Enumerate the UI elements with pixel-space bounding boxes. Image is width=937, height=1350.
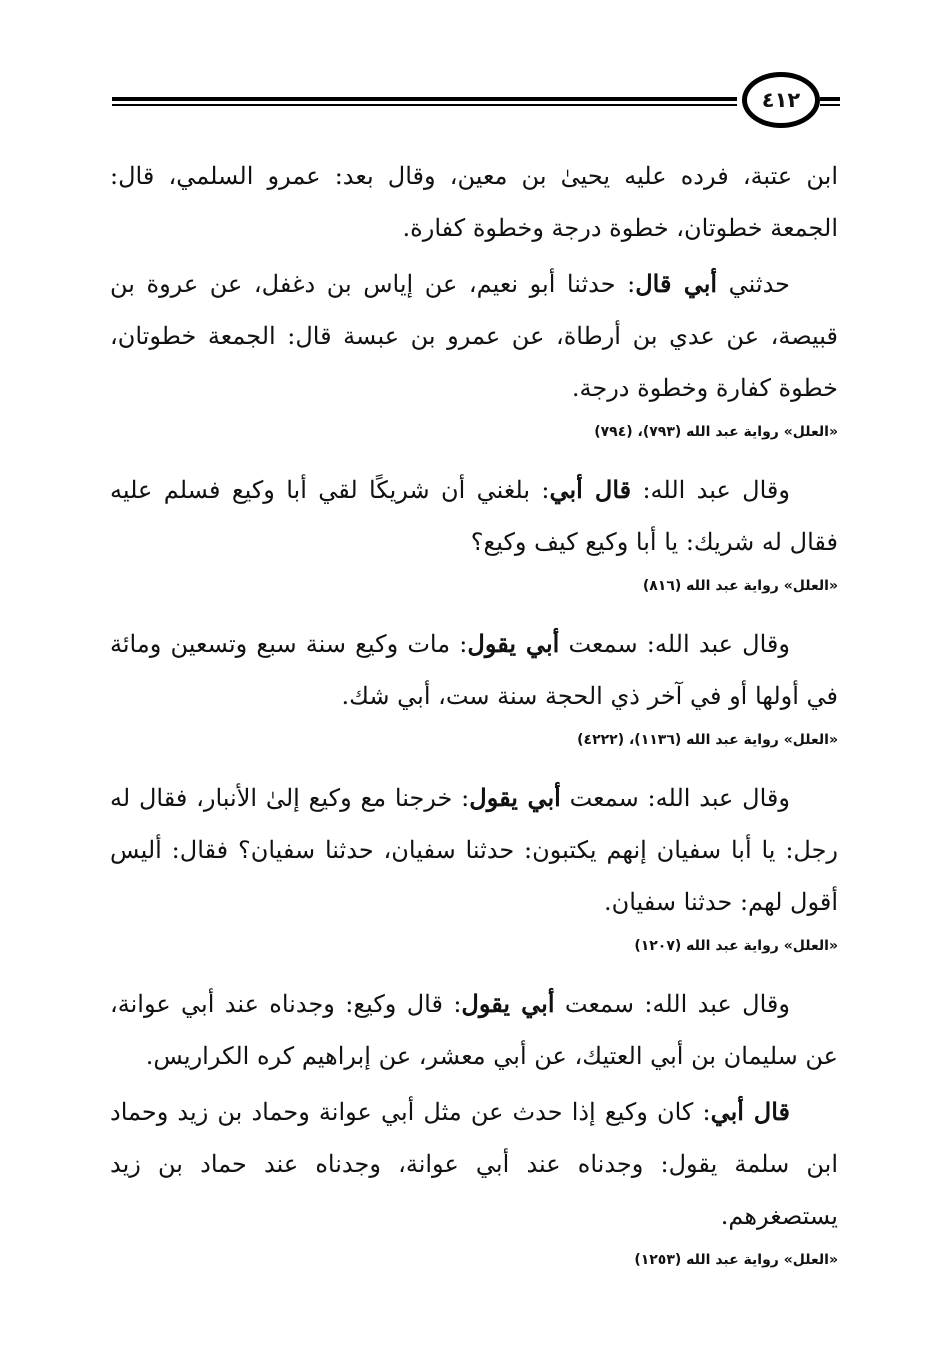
text-run: : خرجنا مع وكيع إلىٰ الأنبار، فقال له رجل: يا أبا سفيان إنهم يكتبون: حدثنا سفيان، حدثنا سفيان؟ فقال: أليس أقول لهم: حدثنا سفيان. <box>110 784 839 916</box>
paragraph <box>110 464 838 568</box>
text-run: وقال عبد الله: سمعت <box>554 990 790 1018</box>
paragraph <box>110 150 838 254</box>
source-reference: «العلل» رواية عبد الله (٧٩٣)، (٧٩٤) <box>594 424 838 440</box>
page-body-text <box>110 150 838 1292</box>
page-number-oval <box>742 72 820 128</box>
header-rule-tail-thick <box>820 97 840 101</box>
bold-phrase: أبي يقول <box>461 989 555 1018</box>
header-rule-tail-thin <box>820 104 840 106</box>
paragraph <box>110 1086 838 1242</box>
bold-phrase: أبي يقول <box>469 783 561 812</box>
text-run: : مات وكيع سنة سبع وتسعين ومائة في أولها أو في آخر ذي الحجة سنة ست، أبي شك. <box>110 630 838 710</box>
header-rule-thick <box>112 97 737 101</box>
paragraph <box>110 772 838 928</box>
text-run: : كان وكيع إذا حدث عن مثل أبي عوانة وحماد بن زيد وحماد ابن سلمة يقول: وجدناه عند أبي عوانة، وجدناه عند حماد بن زيد يستصغرهم. <box>110 1098 838 1230</box>
text-run: وقال عبد الله: <box>631 476 790 504</box>
paragraph <box>110 978 838 1082</box>
text-run: وقال عبد الله: سمعت <box>559 630 790 658</box>
page-number: ٤١٢ <box>761 88 801 112</box>
paragraph <box>110 258 838 414</box>
text-run: : قال وكيع: وجدناه عند أبي عوانة، عن سليمان بن أبي العتيك، عن أبي معشر، عن إبراهيم كره الكراريس. <box>110 990 838 1070</box>
text-run: : حدثنا أبو نعيم، عن إياس بن دغفل، عن عروة بن قبيصة، عن عدي بن أرطاة، عن عمرو بن عبسة قال: الجمعة خطوتان، خطوة كفارة وخطوة درجة. <box>110 270 838 402</box>
bold-phrase: قال أبي <box>710 1097 790 1126</box>
paragraph <box>110 618 838 722</box>
source-reference: «العلل» رواية عبد الله (١٢٥٣) <box>634 1252 838 1268</box>
source-reference: «العلل» رواية عبد الله (٨١٦) <box>642 578 838 594</box>
text-run: ابن عتبة، فرده عليه يحيىٰ بن معين، وقال بعد: عمرو السلمي، قال: الجمعة خطوتان، خطوة درجة وخطوة كفارة. <box>110 162 838 242</box>
page-header <box>112 70 840 132</box>
text-run: : بلغني أن شريكًا لقي أبا وكيع فسلم عليه فقال له شريك: يا أبا وكيع كيف وكيع؟ <box>110 476 838 556</box>
source-reference: «العلل» رواية عبد الله (١١٣٦)، (٤٢٢٢) <box>577 732 838 748</box>
header-rule-thin <box>112 104 737 106</box>
text-run: وقال عبد الله: سمعت <box>560 784 790 812</box>
bold-phrase: قال أبي <box>549 475 632 504</box>
bold-phrase: أبي يقول <box>467 629 560 658</box>
bold-phrase: أبي قال <box>635 269 718 298</box>
text-run: حدثني <box>717 270 790 298</box>
source-reference: «العلل» رواية عبد الله (١٢٠٧) <box>634 938 838 954</box>
